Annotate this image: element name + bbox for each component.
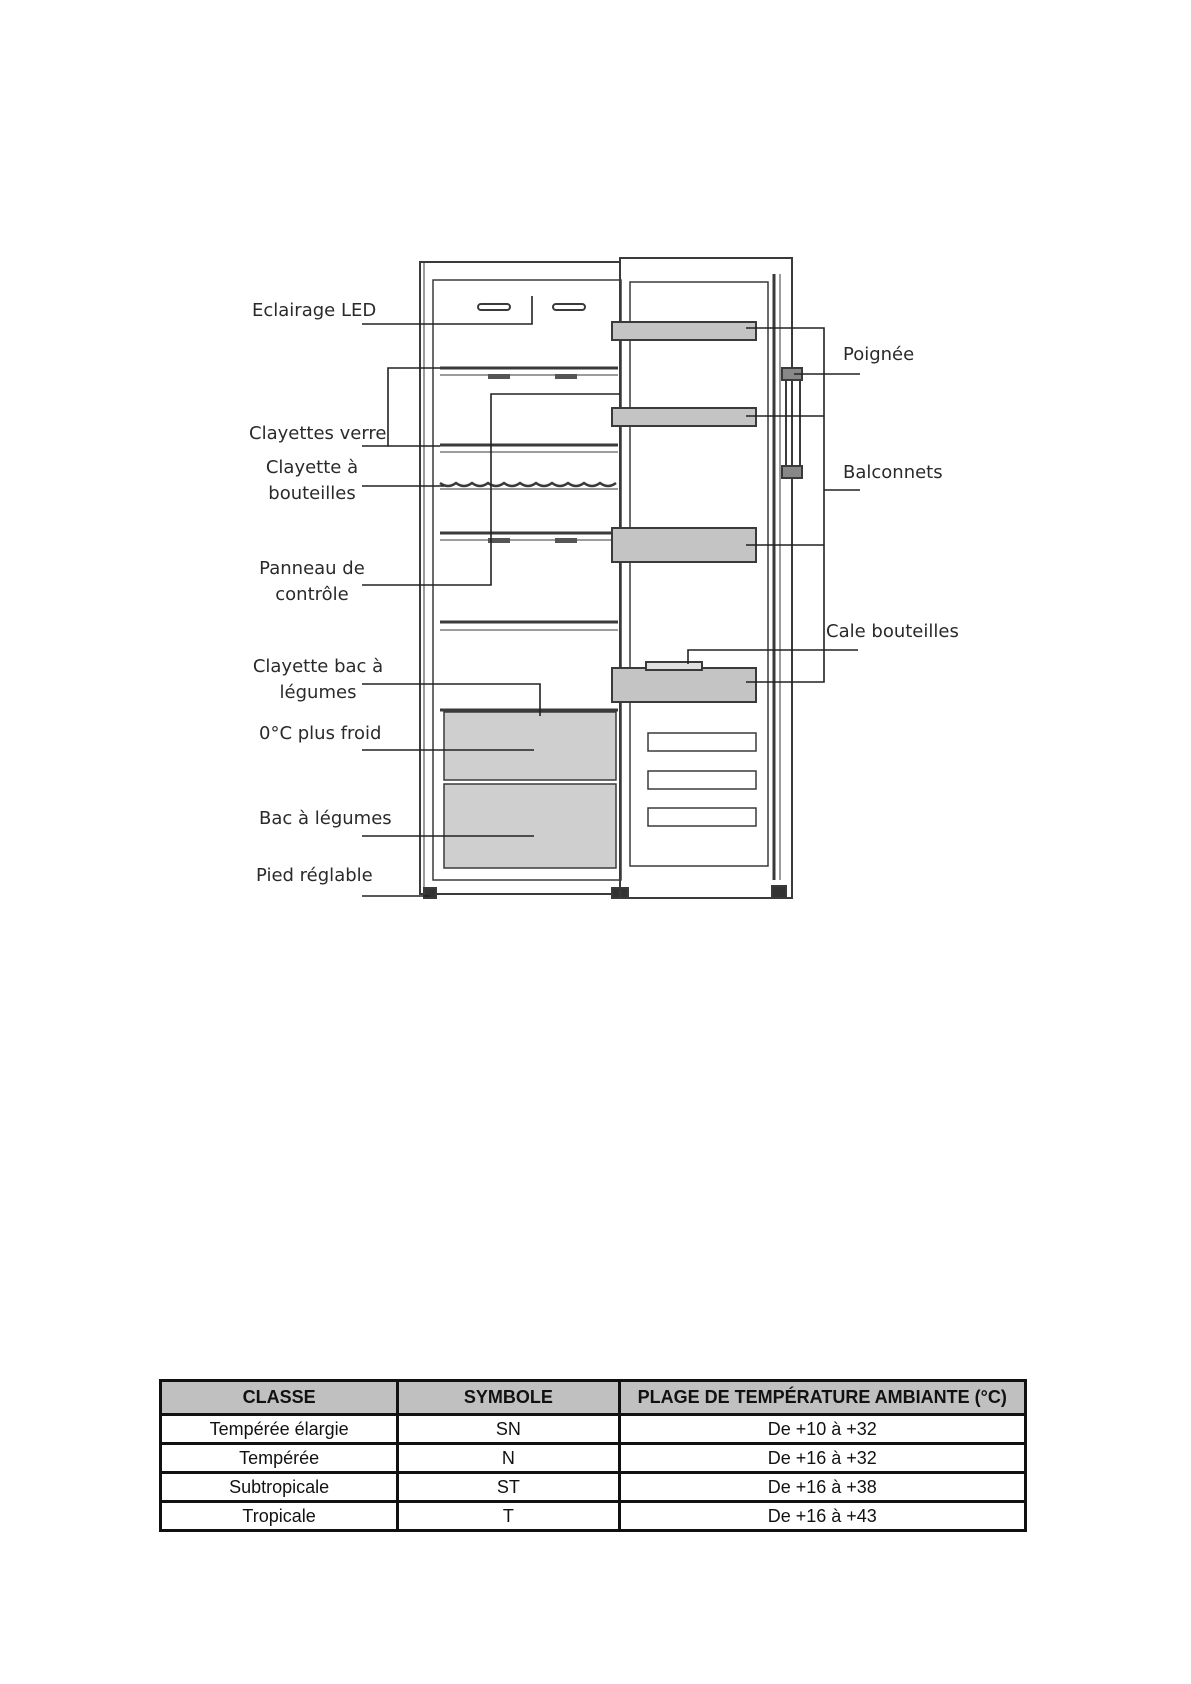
- label-zero-degre: 0°C plus froid: [259, 723, 382, 744]
- label-clayette-bouteilles-line1: Clayette à: [265, 457, 359, 478]
- label-cale-bouteilles: Cale bouteilles: [826, 621, 959, 642]
- cell-classe: Tropicale: [161, 1502, 398, 1531]
- label-clayette-bac-line2: légumes: [279, 682, 357, 703]
- label-panneau-controle-line1: Panneau de: [259, 558, 365, 579]
- climate-class-table: [159, 1379, 1027, 1532]
- header-plage-temperature: PLAGE DE TEMPÉRATURE AMBIANTE (°C): [619, 1381, 1026, 1415]
- cell-classe: Tempérée: [161, 1444, 398, 1473]
- bottle-retainer: [646, 662, 702, 670]
- label-clayette-bouteilles: [252, 455, 372, 507]
- table-row: [161, 1444, 1026, 1473]
- label-clayettes-verre: Clayettes verre: [249, 423, 387, 444]
- cell-classe: Subtropicale: [161, 1473, 398, 1502]
- label-clayette-bac: [248, 654, 388, 706]
- led-light-left: [478, 304, 510, 310]
- header-symbole: SYMBOLE: [398, 1381, 619, 1415]
- bottle-rack: [440, 483, 616, 486]
- door-balcony-1: [612, 322, 756, 340]
- header-classe: CLASSE: [161, 1381, 398, 1415]
- cell-plage: De +16 à +32: [619, 1444, 1026, 1473]
- door-balcony-2: [612, 408, 756, 426]
- label-balconnets: Balconnets: [843, 462, 943, 483]
- led-light-right: [553, 304, 585, 310]
- label-clayette-bac-line1: Clayette bac à: [252, 656, 384, 677]
- door-outer: [620, 258, 792, 898]
- cell-plage: De +16 à +43: [619, 1502, 1026, 1531]
- door-balcony-4: [612, 668, 756, 702]
- label-poignee: Poignée: [843, 344, 915, 365]
- table-header-row: [161, 1381, 1026, 1415]
- vegetable-drawer: [444, 784, 616, 868]
- label-bac-legumes: Bac à légumes: [259, 808, 392, 829]
- cell-classe: Tempérée élargie: [161, 1415, 398, 1444]
- table-row: [161, 1473, 1026, 1502]
- label-panneau-controle-line2: contrôle: [275, 584, 349, 605]
- label-clayette-bouteilles-line2: bouteilles: [268, 483, 356, 504]
- cell-symbole: T: [398, 1502, 619, 1531]
- cell-symbole: SN: [398, 1415, 619, 1444]
- cell-plage: De +10 à +32: [619, 1415, 1026, 1444]
- door-inner: [630, 282, 768, 866]
- cell-plage: De +16 à +38: [619, 1473, 1026, 1502]
- door-balcony-3: [612, 528, 756, 562]
- table-row: [161, 1415, 1026, 1444]
- table-row: [161, 1502, 1026, 1531]
- label-eclairage-led: Eclairage LED: [252, 300, 377, 321]
- label-panneau-controle: [252, 556, 372, 608]
- cell-symbole: N: [398, 1444, 619, 1473]
- label-pied-reglable: Pied réglable: [256, 865, 373, 886]
- zero-degree-drawer: [444, 712, 616, 780]
- cell-symbole: ST: [398, 1473, 619, 1502]
